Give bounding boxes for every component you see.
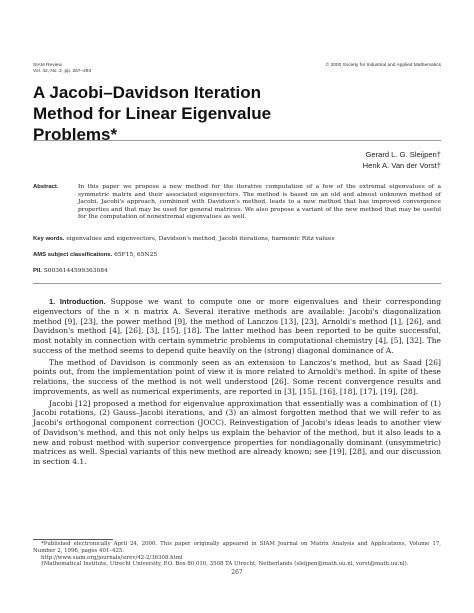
ams-label: AMS subject classifications. [33,252,113,258]
ams-classification [33,252,441,260]
title-line: Method for Linear Eigenvalue [33,104,272,123]
journal-citation [33,63,91,75]
footnote: *Published electronically April 24, 2000. This paper originally appeared in SIAM Journal on Matrix Analysis and Applications, Volume 17, Number 2, 1996, pages 401–425. [33,541,441,554]
title-line: Problems* [33,125,118,144]
ams-text: 65F15, 65N25 [114,252,158,258]
body-paragraph: The method of Davidson is commonly seen as an extension to Lanczos's method, but as Saad [26] points out, from the implementation point of view it is more related to Arnoldi's method. In spite of these relations, the success of the method is not well understood [26]. Some recent convergence results and improvements, as well as numerical experiments, are reported in [3], [15], [16], [18], [17], [19], [28]. [33,357,441,396]
page-number: 267 [231,569,243,576]
abstract-label: Abstract. [33,184,59,190]
section-heading: 1. Introduction. [49,297,106,306]
author-name: Henk A. Van der Vorst† [362,160,441,170]
journal-volume: Vol. 42, No. 2, pp. 267–293 [33,69,92,75]
body-paragraph: Jacobi [12] proposed a method for eigenvalue approximation that essentially was a combination of (1) Jacobi rotations, (2) Gauss–Jacobi iterations, and (3) an almost forgotten method that we will refer to as Jacobi's orthogonal component correction (JOCC). Reinvestigation of Jacobi's ideas leads to another view of Davidson's method, and this not only helps us explain the behavior of the method, but it also leads to a new and robust method with superior convergence properties for nondiagonally dominant (unsymmetric) matrices as well. Special variants of this new method are already known; see [19], [28], and our discussion in section 4.1. [33,398,441,466]
author-name: Gerard L. G. Sleijpen† [365,150,441,159]
abstract [33,184,441,222]
footnote-url: http://www.siam.org/journals/sirev/42-2/36308.html [41,554,183,561]
pii-text: S0036144599363084 [43,268,108,274]
title-divider [33,140,441,141]
paper-title [33,82,333,145]
abstract-text: In this paper we propose a new method for the iterative computation of a few of the extremal eigenvalues of a symmetric matrix and their associated eigenvectors. The method is based on an old and almost unknown method of Jacobi. Jacobi's approach, combined with Davidson's method, leads to a new method that has improved convergence properties and that may be used for general matrices. We also propose a variant of the new method that may be useful for the computation of nonextremal eigenvalues as well. [78,184,441,220]
paragraph-text: Suppose we want to compute one or more eigenvalues and their corresponding eigenvectors of the n × n matrix A. Several iterative methods are available: Jacobi's diagonalization method [9], [23], the power method [9], the method of Lanczos [13], [23], Arnoldi's method [1], [26], and Davidson's method [4], [26], [3], [15], [18]. The latter method has been reported to be quite successful, most notably in connection with certain symmetric problems in computational chemistry [4], [5], [32]. The success of the method seems to depend quite heavily on the (strong) diagonal dominance of A. [33,297,441,355]
footnote: †Mathematical Institute, Utrecht University, P.O. Box 80.010, 3508 TA Utrecht, Netherlands (sleijpen@math.uu.nl, vorst@math.uu.nl). [41,561,409,568]
pii-label: PII. [33,268,42,274]
front-matter-divider [33,283,441,284]
footnote-divider [33,539,113,540]
journal-name: SIAM Review [33,63,62,68]
keywords [33,236,441,244]
keywords-text: eigenvalues and eigenvectors, Davidson's method, Jacobi iterations, harmonic Ritz values [66,236,335,242]
section-introduction [33,297,441,469]
body-paragraph [33,297,441,356]
pii [33,268,441,276]
title-line: A Jacobi–Davidson Iteration [33,83,261,102]
keywords-label: Key words. [33,236,65,242]
author-list [363,150,441,171]
footnotes [33,541,441,568]
copyright-notice: © 2000 Society for Industrial and Applied Mathematics [325,63,441,68]
